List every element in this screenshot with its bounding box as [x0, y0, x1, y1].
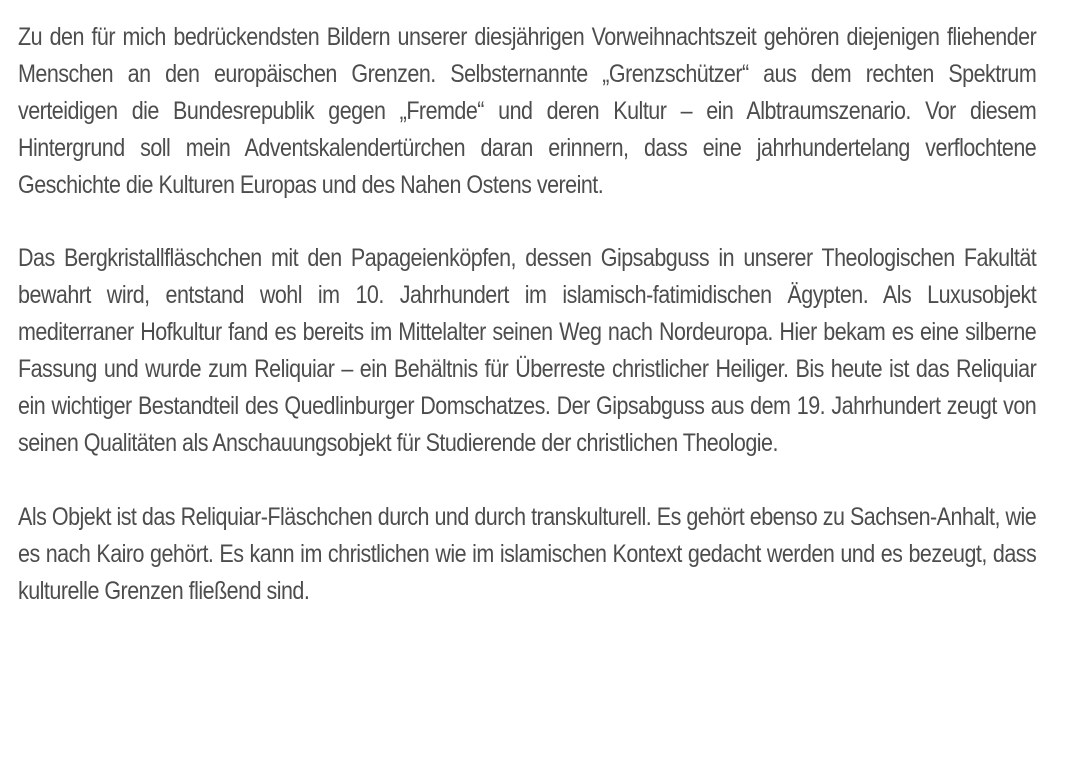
- article-body: [18, 19, 1036, 609]
- paragraph-reliquary-history: Das Bergkristallfläschchen mit den Papageienköpfen, dessen Gipsabguss in unserer Theologischen Fakultät bewahrt wird, entstand wohl im 10. Jahrhundert im islamisch-fatimidischen Ägypten. Als Luxusobjekt mediterraner Hofkultur fand es bereits im Mittelalter seinen Weg nach Nordeuropa. Hier bekam es eine silberne Fassung und wurde zum Reliquiar – ein Behältnis für Überreste christlicher Heiliger. Bis heute ist das Reliquiar ein wichtiger Bestandteil des Quedlinburger Domschatzes. Der Gipsabguss aus dem 19. Jahrhundert zeugt von seinen Qualitäten als Anschauungsobjekt für Studierende der christlichen Theologie.: [18, 244, 1037, 457]
- article-text: [18, 19, 1037, 609]
- paragraph-transcultural: Als Objekt ist das Reliquiar-Fläschchen durch und durch transkulturell. Es gehört ebenso zu Sachsen-Anhalt, wie es nach Kairo gehört. Es kann im christlichen wie im islamischen Kontext gedacht werden und es bezeugt, dass kulturelle Grenzen fließend sind.: [18, 502, 1037, 605]
- paragraph-intro: Zu den für mich bedrückendsten Bildern unserer diesjährigen Vorweihnachtszeit gehören diejenigen fliehender Menschen an den europäischen Grenzen. Selbsternannte „Grenzschützer“ aus dem rechten Spektrum verteidigen die Bundesrepublik gegen „Fremde“ und deren Kultur – ein Albtraumszenario. Vor diesem Hintergrund soll mein Adventskalendertürchen daran erinnern, dass eine jahrhundertelang verflochtene Geschichte die Kulturen Europas und des Nahen Ostens vereint.: [18, 23, 1037, 199]
